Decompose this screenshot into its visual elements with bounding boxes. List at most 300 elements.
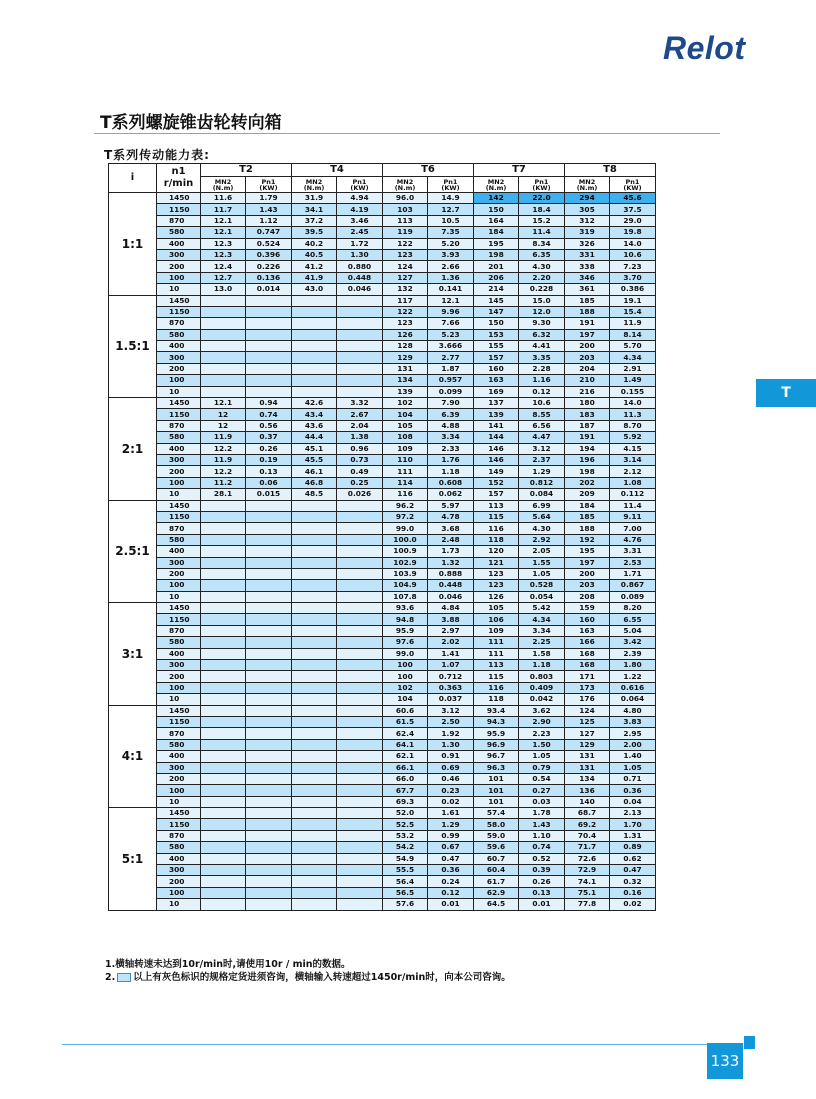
- torque-cell: 346: [565, 272, 610, 283]
- power-cell: 1.58: [519, 648, 565, 659]
- power-cell: 4.76: [610, 534, 656, 545]
- power-cell: [246, 625, 292, 636]
- torque-cell: 56.5: [383, 887, 428, 898]
- power-cell: 1.40: [610, 751, 656, 762]
- table-row: [109, 716, 656, 727]
- torque-cell: 12.3: [201, 238, 246, 249]
- power-cell: 0.112: [610, 489, 656, 500]
- torque-cell: 134: [565, 773, 610, 784]
- torque-cell: [292, 808, 337, 819]
- power-cell: [246, 637, 292, 648]
- torque-cell: 312: [565, 215, 610, 226]
- table-row: [109, 694, 656, 705]
- power-cell: 0.524: [246, 238, 292, 249]
- power-cell: 2.23: [519, 728, 565, 739]
- torque-cell: 106: [474, 614, 519, 625]
- torque-cell: 109: [474, 625, 519, 636]
- power-cell: [337, 728, 383, 739]
- torque-cell: [201, 648, 246, 659]
- torque-cell: [292, 728, 337, 739]
- power-cell: 11.3: [610, 409, 656, 420]
- torque-cell: [292, 671, 337, 682]
- torque-cell: 134: [383, 375, 428, 386]
- power-cell: 1.18: [428, 466, 474, 477]
- torque-cell: 111: [474, 648, 519, 659]
- power-cell: 0.36: [610, 785, 656, 796]
- power-cell: [337, 739, 383, 750]
- torque-cell: [292, 751, 337, 762]
- power-cell: 0.24: [428, 876, 474, 887]
- torque-cell: 132: [383, 284, 428, 295]
- torque-cell: 188: [565, 523, 610, 534]
- torque-cell: 192: [565, 534, 610, 545]
- power-cell: 1.12: [246, 215, 292, 226]
- power-cell: [246, 591, 292, 602]
- torque-cell: 305: [565, 204, 610, 215]
- torque-cell: 196: [565, 454, 610, 465]
- power-cell: 1.49: [610, 375, 656, 386]
- torque-cell: 12: [201, 420, 246, 431]
- torque-cell: 111: [474, 637, 519, 648]
- power-cell: 0.803: [519, 671, 565, 682]
- power-cell: 1.36: [428, 272, 474, 283]
- power-cell: 0.089: [610, 591, 656, 602]
- torque-cell: 97.6: [383, 637, 428, 648]
- power-cell: [246, 511, 292, 522]
- speed-cell: 300: [157, 660, 201, 671]
- torque-cell: 96.7: [474, 751, 519, 762]
- power-cell: 2.28: [519, 363, 565, 374]
- speed-cell: 870: [157, 420, 201, 431]
- power-cell: [337, 819, 383, 830]
- torque-cell: 102.9: [383, 557, 428, 568]
- torque-cell: [201, 386, 246, 397]
- power-cell: 1.30: [428, 739, 474, 750]
- torque-cell: 96.3: [474, 762, 519, 773]
- power-cell: [246, 546, 292, 557]
- power-cell: [246, 796, 292, 807]
- table-row: [109, 671, 656, 682]
- speed-cell: 1450: [157, 705, 201, 716]
- power-cell: 0.12: [428, 887, 474, 898]
- power-cell: 1.80: [610, 660, 656, 671]
- ratio-cell: 1:1: [109, 193, 157, 296]
- power-cell: 0.06: [246, 477, 292, 488]
- power-cell: 12.7: [428, 204, 474, 215]
- speed-cell: 100: [157, 375, 201, 386]
- torque-cell: [201, 614, 246, 625]
- power-cell: [246, 808, 292, 819]
- power-cell: 0.47: [610, 865, 656, 876]
- torque-cell: 62.1: [383, 751, 428, 762]
- speed-cell: 10: [157, 489, 201, 500]
- torque-cell: 72.9: [565, 865, 610, 876]
- power-cell: 2.20: [519, 272, 565, 283]
- torque-cell: [201, 546, 246, 557]
- unit-label: (N.m): [576, 183, 598, 192]
- power-cell: 0.13: [519, 887, 565, 898]
- speed-cell: 10: [157, 386, 201, 397]
- power-cell: [246, 614, 292, 625]
- power-cell: 3.46: [337, 215, 383, 226]
- torque-cell: 125: [565, 716, 610, 727]
- power-cell: [337, 375, 383, 386]
- power-cell: [337, 865, 383, 876]
- torque-cell: 75.1: [565, 887, 610, 898]
- power-cell: 3.70: [610, 272, 656, 283]
- power-cell: 0.19: [246, 454, 292, 465]
- power-cell: 0.046: [428, 591, 474, 602]
- table-body: [109, 193, 656, 911]
- torque-cell: 361: [565, 284, 610, 295]
- torque-cell: 123: [383, 318, 428, 329]
- power-cell: 3.12: [428, 705, 474, 716]
- power-cell: [337, 580, 383, 591]
- power-cell: [337, 853, 383, 864]
- torque-cell: 194: [565, 443, 610, 454]
- power-cell: 0.23: [428, 785, 474, 796]
- power-cell: 0.712: [428, 671, 474, 682]
- torque-cell: 109: [383, 443, 428, 454]
- torque-cell: [292, 557, 337, 568]
- torque-cell: 57.6: [383, 899, 428, 910]
- torque-cell: 108: [383, 432, 428, 443]
- table-row: [109, 853, 656, 864]
- power-cell: [337, 329, 383, 340]
- unit-label: (KW): [623, 183, 642, 192]
- table-row: [109, 899, 656, 910]
- torque-cell: 184: [474, 227, 519, 238]
- torque-cell: 123: [474, 580, 519, 591]
- torque-cell: 136: [565, 785, 610, 796]
- power-cell: 14.9: [428, 193, 474, 204]
- power-cell: 1.16: [519, 375, 565, 386]
- torque-cell: [292, 716, 337, 727]
- power-cell: 1.72: [337, 238, 383, 249]
- unit-label: (N.m): [485, 183, 507, 192]
- torque-cell: 100.9: [383, 546, 428, 557]
- torque-cell: [201, 318, 246, 329]
- torque-cell: 71.7: [565, 842, 610, 853]
- power-cell: [337, 694, 383, 705]
- speed-cell: 100: [157, 887, 201, 898]
- torque-cell: [292, 386, 337, 397]
- power-cell: 0.39: [519, 865, 565, 876]
- power-cell: 45.6: [610, 193, 656, 204]
- torque-cell: 105: [474, 603, 519, 614]
- title-divider: [94, 133, 720, 134]
- torque-cell: 56.4: [383, 876, 428, 887]
- power-cell: 6.39: [428, 409, 474, 420]
- power-cell: 0.226: [246, 261, 292, 272]
- torque-cell: [292, 796, 337, 807]
- power-cell: [337, 671, 383, 682]
- torque-cell: 97.2: [383, 511, 428, 522]
- speed-cell: 1450: [157, 295, 201, 306]
- torque-cell: [292, 511, 337, 522]
- torque-cell: 57.4: [474, 808, 519, 819]
- torque-cell: 41.2: [292, 261, 337, 272]
- power-cell: 14.0: [610, 398, 656, 409]
- torque-cell: [201, 819, 246, 830]
- power-cell: 0.01: [519, 899, 565, 910]
- torque-cell: [201, 694, 246, 705]
- table-row: [109, 682, 656, 693]
- power-cell: 9.30: [519, 318, 565, 329]
- torque-cell: 103: [383, 204, 428, 215]
- speed-cell: 200: [157, 261, 201, 272]
- torque-cell: 12.7: [201, 272, 246, 283]
- torque-cell: 12.4: [201, 261, 246, 272]
- table-row: [109, 534, 656, 545]
- torque-cell: 67.7: [383, 785, 428, 796]
- torque-cell: [201, 660, 246, 671]
- speed-cell: 10: [157, 796, 201, 807]
- power-cell: 10.6: [519, 398, 565, 409]
- power-cell: [246, 819, 292, 830]
- power-cell: [246, 295, 292, 306]
- power-cell: [337, 682, 383, 693]
- table-row: [109, 306, 656, 317]
- torque-cell: 116: [474, 523, 519, 534]
- power-cell: [337, 295, 383, 306]
- highlight-swatch: [117, 973, 131, 982]
- torque-cell: [292, 568, 337, 579]
- power-cell: 3.42: [610, 637, 656, 648]
- torque-cell: 147: [474, 306, 519, 317]
- torque-cell: [201, 568, 246, 579]
- header-rmin-label: r/min: [163, 178, 194, 189]
- speed-cell: 1150: [157, 409, 201, 420]
- ratio-cell: 2.5:1: [109, 500, 157, 603]
- table-row: [109, 728, 656, 739]
- table-row: [109, 603, 656, 614]
- torque-cell: 52.0: [383, 808, 428, 819]
- power-cell: [246, 762, 292, 773]
- power-cell: 0.46: [428, 773, 474, 784]
- torque-cell: [201, 329, 246, 340]
- torque-cell: 119: [383, 227, 428, 238]
- power-cell: 37.5: [610, 204, 656, 215]
- section-tab-t[interactable]: T: [756, 379, 816, 407]
- speed-cell: 1150: [157, 716, 201, 727]
- speed-cell: 870: [157, 728, 201, 739]
- power-cell: [246, 352, 292, 363]
- torque-cell: 102: [383, 682, 428, 693]
- torque-cell: 129: [383, 352, 428, 363]
- torque-cell: [292, 375, 337, 386]
- speed-cell: 300: [157, 352, 201, 363]
- power-cell: [246, 329, 292, 340]
- power-cell: 7.35: [428, 227, 474, 238]
- power-cell: 15.4: [610, 306, 656, 317]
- power-cell: 12.1: [428, 295, 474, 306]
- torque-cell: 131: [565, 751, 610, 762]
- ratio-cell: 2:1: [109, 398, 157, 501]
- torque-cell: 104: [383, 409, 428, 420]
- header-power-unit: [337, 177, 383, 193]
- power-cell: 0.409: [519, 682, 565, 693]
- power-cell: [337, 887, 383, 898]
- torque-cell: 124: [383, 261, 428, 272]
- torque-cell: 195: [474, 238, 519, 249]
- power-cell: 4.84: [428, 603, 474, 614]
- power-cell: 8.34: [519, 238, 565, 249]
- table-row: [109, 819, 656, 830]
- power-cell: 0.62: [610, 853, 656, 864]
- torque-cell: [292, 887, 337, 898]
- power-cell: 1.70: [610, 819, 656, 830]
- power-cell: 0.448: [337, 272, 383, 283]
- header-torque-unit: [292, 177, 337, 193]
- power-cell: [246, 716, 292, 727]
- torque-cell: [292, 306, 337, 317]
- power-cell: [337, 876, 383, 887]
- speed-cell: 100: [157, 477, 201, 488]
- power-cell: [337, 363, 383, 374]
- torque-cell: 62.4: [383, 728, 428, 739]
- power-cell: 5.42: [519, 603, 565, 614]
- torque-cell: [201, 341, 246, 352]
- torque-cell: [292, 318, 337, 329]
- torque-cell: [292, 648, 337, 659]
- power-cell: 6.35: [519, 249, 565, 260]
- torque-cell: 139: [474, 409, 519, 420]
- torque-cell: [201, 887, 246, 898]
- power-cell: 0.27: [519, 785, 565, 796]
- power-cell: 4.19: [337, 204, 383, 215]
- unit-label: (KW): [350, 183, 369, 192]
- header-power-unit: [428, 177, 474, 193]
- power-cell: [337, 511, 383, 522]
- power-cell: 12.0: [519, 306, 565, 317]
- torque-cell: [201, 830, 246, 841]
- torque-cell: 34.1: [292, 204, 337, 215]
- footnote-1: 1.横轴转速未达到10r/min时,请使用10r / min的数据。: [105, 959, 351, 970]
- torque-cell: 60.7: [474, 853, 519, 864]
- torque-cell: 77.8: [565, 899, 610, 910]
- power-cell: [337, 751, 383, 762]
- torque-cell: 127: [383, 272, 428, 283]
- power-cell: 0.02: [428, 796, 474, 807]
- power-cell: [246, 705, 292, 716]
- power-cell: 2.50: [428, 716, 474, 727]
- table-row: [109, 705, 656, 716]
- footer-divider: [62, 1044, 742, 1045]
- power-cell: 10.6: [610, 249, 656, 260]
- torque-cell: 131: [565, 762, 610, 773]
- torque-cell: 185: [565, 295, 610, 306]
- torque-cell: 210: [565, 375, 610, 386]
- unit-label: (KW): [259, 183, 278, 192]
- speed-cell: 870: [157, 625, 201, 636]
- torque-cell: [292, 591, 337, 602]
- torque-cell: [201, 785, 246, 796]
- torque-cell: 100.0: [383, 534, 428, 545]
- header-input-speed: [157, 164, 201, 193]
- table-row: [109, 432, 656, 443]
- torque-cell: 72.6: [565, 853, 610, 864]
- power-cell: 2.04: [337, 420, 383, 431]
- power-cell: [246, 523, 292, 534]
- power-cell: [246, 671, 292, 682]
- power-cell: 0.136: [246, 272, 292, 283]
- torque-cell: 114: [383, 477, 428, 488]
- header-n1-label: n1: [171, 166, 186, 177]
- power-cell: 4.34: [610, 352, 656, 363]
- torque-cell: 61.5: [383, 716, 428, 727]
- ratio-cell: 1.5:1: [109, 295, 157, 398]
- table-row: [109, 739, 656, 750]
- torque-cell: 93.4: [474, 705, 519, 716]
- power-cell: 3.12: [519, 443, 565, 454]
- torque-cell: 101: [474, 796, 519, 807]
- torque-cell: [201, 842, 246, 853]
- torque-cell: [201, 580, 246, 591]
- torque-cell: 64.1: [383, 739, 428, 750]
- torque-cell: 117: [383, 295, 428, 306]
- torque-cell: [292, 682, 337, 693]
- power-cell: 2.45: [337, 227, 383, 238]
- torque-cell: 99.0: [383, 648, 428, 659]
- table-row: [109, 249, 656, 260]
- unit-symbol: Pn1: [261, 177, 276, 186]
- power-cell: [337, 660, 383, 671]
- torque-cell: 122: [383, 306, 428, 317]
- speed-cell: 870: [157, 523, 201, 534]
- power-cell: 4.78: [428, 511, 474, 522]
- power-cell: 11.9: [610, 318, 656, 329]
- torque-cell: 116: [474, 682, 519, 693]
- power-cell: 29.0: [610, 215, 656, 226]
- power-cell: 0.25: [337, 477, 383, 488]
- torque-cell: 105: [383, 420, 428, 431]
- power-cell: [337, 614, 383, 625]
- torque-cell: 209: [565, 489, 610, 500]
- torque-cell: [292, 773, 337, 784]
- table-row: [109, 796, 656, 807]
- power-cell: 0.56: [246, 420, 292, 431]
- torque-cell: [292, 500, 337, 511]
- power-cell: [337, 648, 383, 659]
- table-row: [109, 614, 656, 625]
- power-cell: 0.812: [519, 477, 565, 488]
- torque-cell: [292, 660, 337, 671]
- speed-cell: 400: [157, 238, 201, 249]
- torque-cell: [201, 523, 246, 534]
- table-row: [109, 227, 656, 238]
- power-cell: 0.867: [610, 580, 656, 591]
- torque-cell: [292, 865, 337, 876]
- speed-cell: 870: [157, 215, 201, 226]
- torque-cell: 208: [565, 591, 610, 602]
- torque-cell: [292, 295, 337, 306]
- torque-cell: 127: [565, 728, 610, 739]
- speed-cell: 300: [157, 249, 201, 260]
- torque-cell: 195: [565, 546, 610, 557]
- torque-cell: 53.2: [383, 830, 428, 841]
- torque-cell: 70.4: [565, 830, 610, 841]
- torque-cell: 173: [565, 682, 610, 693]
- torque-cell: 94.3: [474, 716, 519, 727]
- power-cell: 0.880: [337, 261, 383, 272]
- power-cell: 0.12: [519, 386, 565, 397]
- torque-cell: 59.6: [474, 842, 519, 853]
- speed-cell: 580: [157, 534, 201, 545]
- torque-cell: 203: [565, 580, 610, 591]
- power-cell: 0.49: [337, 466, 383, 477]
- power-cell: 1.38: [337, 432, 383, 443]
